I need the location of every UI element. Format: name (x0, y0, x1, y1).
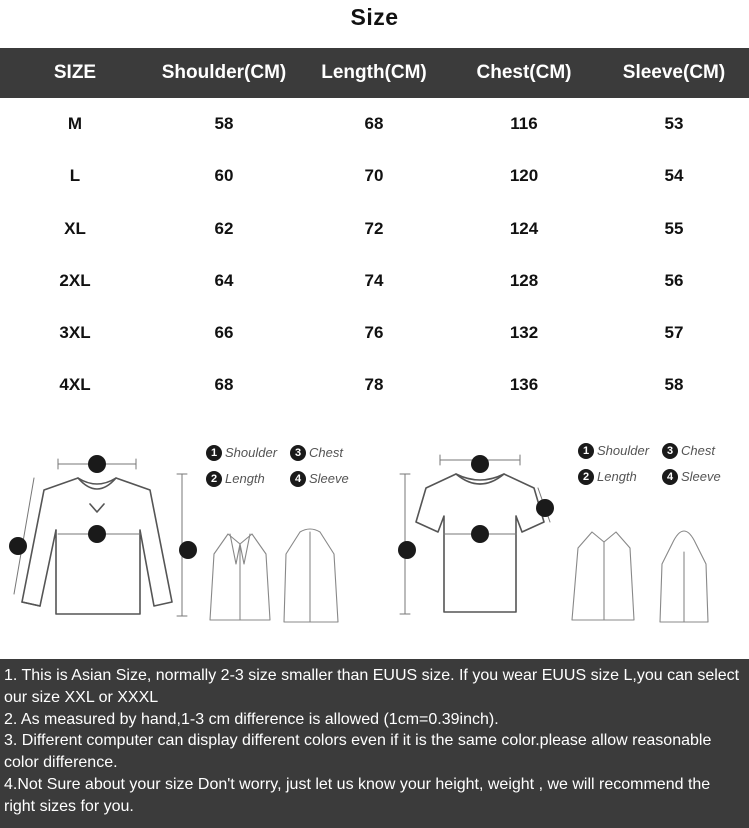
shirt-sketch-icon (572, 532, 634, 620)
legend-length: 2 Length (578, 468, 637, 485)
note-item: 1. This is Asian Size, normally 2-3 size smaller than EUUS size. If you wear EUUS size L,you can select our size XXL or XXXL (4, 667, 740, 706)
cell-size: XL (64, 219, 86, 238)
cell-length: 72 (364, 219, 384, 238)
table-row (0, 255, 749, 307)
cell-length: 78 (364, 375, 384, 394)
cell-sleeve: 58 (664, 375, 684, 394)
note-item: 4.Not Sure about your size Don't worry, just let us know your height, weight , we will recommend the right sizes for you. (4, 775, 711, 815)
cell-chest: 116 (510, 114, 538, 133)
marker-1-icon: 1 (206, 445, 222, 461)
legend-sleeve: 4 Sleeve (662, 468, 721, 485)
cell-length: 74 (364, 271, 384, 290)
header-length: Length(CM) (321, 62, 427, 83)
hoodie-sketch-icon (660, 531, 708, 622)
table-row (0, 203, 749, 255)
measurement-diagram (0, 434, 749, 650)
marker-1-icon: 1 (578, 443, 594, 459)
legend-chest: 3 Chest (662, 442, 715, 459)
cell-sleeve: 54 (664, 166, 684, 185)
size-notes (0, 659, 749, 828)
long-sleeve-shirt-icon (22, 478, 172, 614)
header-shoulder: Shoulder(CM) (161, 62, 287, 83)
cell-size: 3XL (59, 323, 91, 342)
legend-chest: 3 Chest (290, 444, 343, 461)
marker-4-icon: 4 (290, 471, 306, 487)
cell-length: 70 (364, 166, 384, 185)
jacket-sketch-icon (210, 534, 270, 620)
table-row (0, 307, 749, 359)
marker-circles (9, 455, 554, 559)
cell-sleeve: 56 (664, 271, 684, 290)
cell-shoulder: 58 (214, 114, 234, 133)
cell-shoulder: 66 (214, 323, 234, 342)
cell-length: 76 (364, 323, 384, 342)
cell-shoulder: 62 (214, 219, 234, 238)
marker-3-icon: 3 (662, 443, 678, 459)
cell-sleeve: 53 (664, 114, 684, 133)
size-table-header (0, 48, 749, 98)
marker-3-icon: 3 (290, 445, 306, 461)
note-item: 2. As measured by hand,1-3 cm difference is allowed (1cm=0.39inch). (4, 710, 499, 728)
cell-chest: 136 (509, 375, 539, 394)
marker-2-icon: 2 (578, 469, 594, 485)
cell-size: 4XL (59, 375, 91, 394)
cell-shoulder: 60 (214, 166, 234, 185)
cell-sleeve: 57 (664, 323, 684, 342)
legend-shoulder: 1 Shoulder (578, 442, 649, 459)
cell-shoulder: 64 (214, 271, 234, 290)
cell-size: L (69, 166, 81, 185)
table-row (0, 98, 749, 150)
cell-chest: 132 (509, 323, 539, 342)
header-sleeve: Sleeve(CM) (622, 62, 726, 83)
cell-shoulder: 68 (214, 375, 234, 394)
cell-length: 68 (364, 114, 384, 133)
header-chest: Chest(CM) (476, 62, 572, 83)
legend-length: 2 Length (206, 470, 265, 487)
cell-sleeve: 55 (664, 219, 684, 238)
legend-shoulder: 1 Shoulder (206, 444, 277, 461)
header-size: SIZE (53, 62, 97, 83)
marker-2-icon: 2 (206, 471, 222, 487)
marker-4-icon: 4 (662, 469, 678, 485)
cell-chest: 124 (509, 219, 539, 238)
cell-size: M (67, 114, 83, 133)
table-row (0, 150, 749, 202)
cell-size: 2XL (59, 271, 91, 290)
legend-sleeve: 4 Sleeve (290, 470, 349, 487)
cell-chest: 120 (509, 166, 539, 185)
cell-chest: 128 (509, 271, 539, 290)
zip-jacket-sketch-icon (284, 529, 338, 622)
note-item: 3. Different computer can display different colors even if it is the same color.please allow reasonable color difference. (4, 732, 712, 772)
page-title: Size (350, 4, 399, 30)
table-row (0, 359, 749, 411)
